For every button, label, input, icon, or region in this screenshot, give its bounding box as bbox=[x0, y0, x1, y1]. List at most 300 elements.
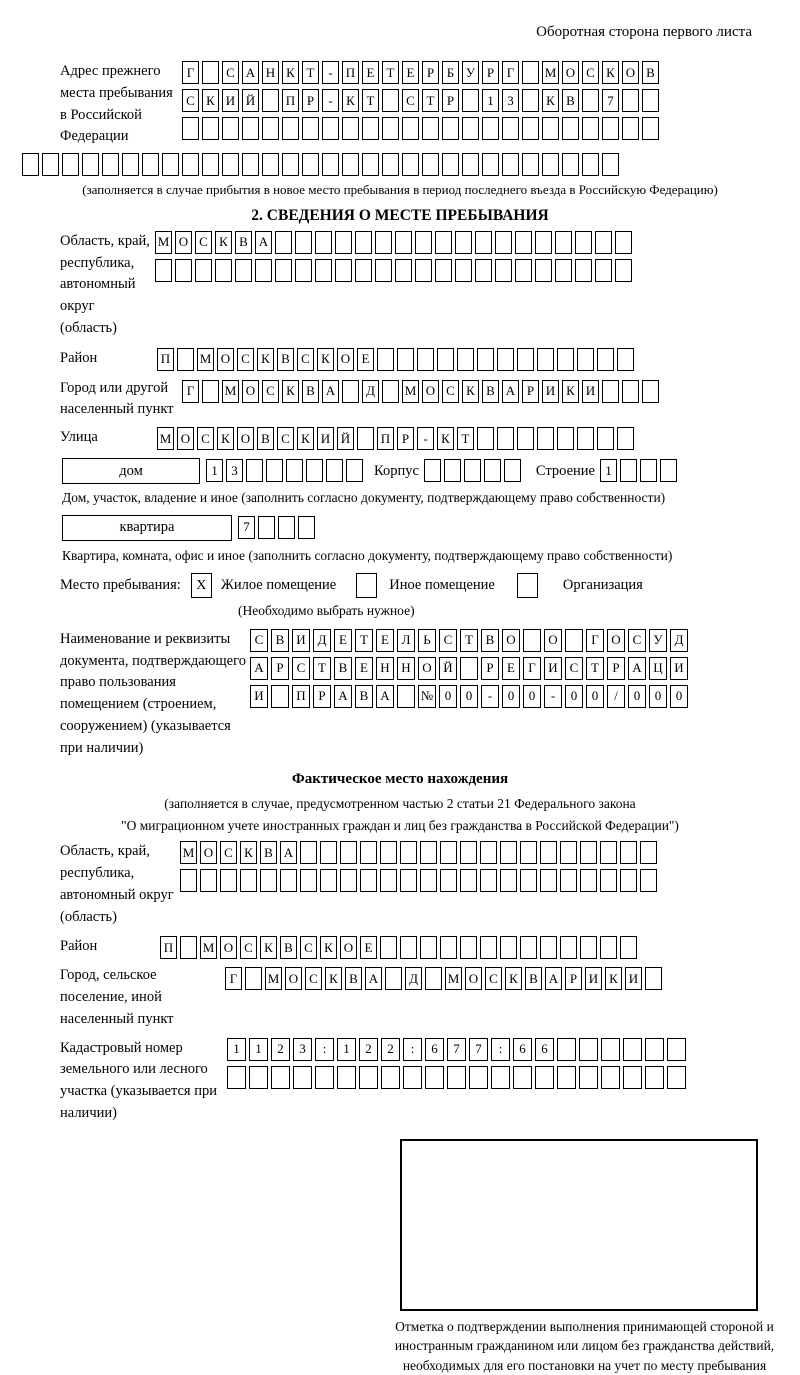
char-cell bbox=[249, 1066, 268, 1089]
char-cell bbox=[362, 117, 379, 140]
char-cell: А bbox=[255, 231, 272, 254]
char-cell: 0 bbox=[586, 685, 604, 708]
field-actual-district bbox=[60, 936, 800, 959]
char-cell bbox=[502, 117, 519, 140]
char-cell: 2 bbox=[359, 1038, 378, 1061]
field-label: Область, край, республика, автономный округ (область) bbox=[60, 232, 150, 336]
char-cell: В bbox=[280, 936, 297, 959]
char-cell: К bbox=[257, 348, 274, 371]
field-document bbox=[60, 629, 800, 760]
char-cell: Й bbox=[337, 427, 354, 450]
char-cell bbox=[560, 869, 577, 892]
char-cell bbox=[579, 1038, 598, 1061]
char-cell: 7 bbox=[469, 1038, 488, 1061]
char-cell: О bbox=[340, 936, 357, 959]
char-cell bbox=[517, 348, 534, 371]
char-cell: К bbox=[240, 841, 257, 864]
char-cell: С bbox=[262, 380, 279, 403]
char-cell: А bbox=[250, 657, 268, 680]
char-cell bbox=[497, 427, 514, 450]
stay-type-note: (Необходимо выбрать нужное) bbox=[238, 603, 415, 619]
char-cell bbox=[382, 89, 399, 112]
char-cell: О bbox=[177, 427, 194, 450]
char-row bbox=[22, 153, 800, 176]
char-cell bbox=[222, 117, 239, 140]
char-cell bbox=[602, 380, 619, 403]
char-cell: К bbox=[297, 427, 314, 450]
char-cell: 0 bbox=[649, 685, 667, 708]
char-cell bbox=[340, 869, 357, 892]
char-cell bbox=[155, 259, 172, 282]
char-cell bbox=[360, 841, 377, 864]
char-row bbox=[182, 117, 662, 140]
char-cell bbox=[22, 153, 39, 176]
char-cell bbox=[245, 967, 262, 990]
field-actual-city bbox=[60, 965, 800, 1030]
char-cell: В bbox=[345, 967, 362, 990]
char-cell bbox=[246, 459, 263, 482]
char-cell: И bbox=[222, 89, 239, 112]
char-cell: Т bbox=[382, 61, 399, 84]
char-cell: Е bbox=[502, 657, 520, 680]
char-cell bbox=[222, 153, 239, 176]
char-cell: М bbox=[542, 61, 559, 84]
char-cell bbox=[382, 153, 399, 176]
char-cell: И bbox=[670, 657, 688, 680]
char-cell bbox=[355, 259, 372, 282]
char-cell bbox=[480, 841, 497, 864]
char-cell bbox=[385, 967, 402, 990]
char-cell bbox=[622, 117, 639, 140]
actual-location-note2: "О миграционном учете иностранных граждан и лиц без гражданства в Российской Федерации") bbox=[121, 817, 679, 833]
char-cell: У bbox=[462, 61, 479, 84]
char-cell bbox=[620, 841, 637, 864]
field-prev-address bbox=[60, 61, 800, 148]
char-cell: О bbox=[200, 841, 217, 864]
char-cell bbox=[515, 231, 532, 254]
char-cell bbox=[600, 936, 617, 959]
char-cell: Г bbox=[502, 61, 519, 84]
char-cell: М bbox=[265, 967, 282, 990]
char-cell: О bbox=[562, 61, 579, 84]
char-row bbox=[182, 61, 662, 84]
char-cell: О bbox=[465, 967, 482, 990]
char-cell bbox=[602, 117, 619, 140]
char-cell bbox=[440, 936, 457, 959]
char-cell bbox=[522, 61, 539, 84]
char-cell: М bbox=[155, 231, 172, 254]
char-cell bbox=[520, 869, 537, 892]
char-cell: К bbox=[217, 427, 234, 450]
char-row bbox=[206, 459, 366, 482]
char-cell bbox=[491, 1066, 510, 1089]
char-cell bbox=[400, 841, 417, 864]
char-cell bbox=[617, 348, 634, 371]
char-cell: 1 bbox=[249, 1038, 268, 1061]
char-cell: К bbox=[260, 936, 277, 959]
char-cell: - bbox=[544, 685, 562, 708]
char-cell bbox=[565, 629, 583, 652]
char-cell bbox=[475, 259, 492, 282]
char-cell bbox=[298, 516, 315, 539]
char-cell bbox=[377, 348, 394, 371]
char-cell bbox=[582, 89, 599, 112]
char-row bbox=[227, 1038, 689, 1061]
char-cell bbox=[306, 459, 323, 482]
char-cell bbox=[457, 348, 474, 371]
char-cell bbox=[359, 1066, 378, 1089]
char-cell: С bbox=[485, 967, 502, 990]
char-cell: 6 bbox=[425, 1038, 444, 1061]
char-cell bbox=[522, 153, 539, 176]
char-cell: П bbox=[292, 685, 310, 708]
char-cell bbox=[577, 348, 594, 371]
char-cell: М bbox=[180, 841, 197, 864]
char-cell: 3 bbox=[226, 459, 243, 482]
char-cell bbox=[62, 153, 79, 176]
char-cell: К bbox=[215, 231, 232, 254]
char-cell bbox=[320, 841, 337, 864]
char-cell: Е bbox=[376, 629, 394, 652]
char-cell bbox=[667, 1066, 686, 1089]
char-cell: 2 bbox=[271, 1038, 290, 1061]
char-cell bbox=[575, 259, 592, 282]
char-cell: Г bbox=[586, 629, 604, 652]
char-cell: С bbox=[277, 427, 294, 450]
char-cell bbox=[460, 936, 477, 959]
char-cell bbox=[642, 89, 659, 112]
char-cell: А bbox=[322, 380, 339, 403]
char-cell bbox=[202, 380, 219, 403]
char-cell bbox=[315, 231, 332, 254]
char-cell bbox=[271, 1066, 290, 1089]
char-cell bbox=[500, 869, 517, 892]
char-cell bbox=[580, 936, 597, 959]
char-cell bbox=[442, 153, 459, 176]
char-cell bbox=[435, 259, 452, 282]
char-cell bbox=[420, 841, 437, 864]
char-cell: С bbox=[305, 967, 322, 990]
char-row bbox=[155, 259, 635, 282]
char-cell: Д bbox=[670, 629, 688, 652]
char-cell bbox=[642, 117, 659, 140]
char-cell bbox=[382, 117, 399, 140]
char-cell bbox=[202, 61, 219, 84]
char-cell bbox=[620, 936, 637, 959]
char-cell: О bbox=[622, 61, 639, 84]
page-side-note: Оборотная сторона первого листа bbox=[536, 24, 752, 40]
char-cell bbox=[522, 117, 539, 140]
char-cell bbox=[337, 1066, 356, 1089]
field-district bbox=[60, 348, 800, 371]
field-street bbox=[60, 427, 800, 450]
char-cell: Т bbox=[355, 629, 373, 652]
char-cell: 3 bbox=[502, 89, 519, 112]
char-cell: № bbox=[418, 685, 436, 708]
char-cell: К bbox=[462, 380, 479, 403]
char-cell bbox=[322, 153, 339, 176]
field-cadastral bbox=[60, 1038, 800, 1125]
char-cell bbox=[513, 1066, 532, 1089]
char-cell: А bbox=[502, 380, 519, 403]
char-cell bbox=[480, 936, 497, 959]
char-cell: 2 bbox=[381, 1038, 400, 1061]
char-cell: 1 bbox=[227, 1038, 246, 1061]
char-cell bbox=[300, 869, 317, 892]
char-cell bbox=[623, 1066, 642, 1089]
char-cell bbox=[615, 231, 632, 254]
char-cell bbox=[266, 459, 283, 482]
char-cell: П bbox=[342, 61, 359, 84]
char-cell: Н bbox=[262, 61, 279, 84]
char-cell: Т bbox=[586, 657, 604, 680]
char-cell: О bbox=[337, 348, 354, 371]
char-cell bbox=[462, 117, 479, 140]
char-cell bbox=[320, 869, 337, 892]
apartment-note: Квартира, комната, офис и иное (заполнить согласно документу, подтверждающему право собственности) bbox=[62, 547, 673, 563]
char-row bbox=[424, 459, 524, 482]
char-cell: О bbox=[422, 380, 439, 403]
char-cell: М bbox=[197, 348, 214, 371]
char-cell: Р bbox=[442, 89, 459, 112]
char-cell bbox=[282, 153, 299, 176]
char-cell: С bbox=[297, 348, 314, 371]
char-cell bbox=[444, 459, 461, 482]
char-cell: С bbox=[222, 61, 239, 84]
char-row bbox=[227, 1066, 689, 1089]
char-cell: О bbox=[502, 629, 520, 652]
char-row bbox=[600, 459, 680, 482]
char-cell: О bbox=[607, 629, 625, 652]
char-cell: Й bbox=[439, 657, 457, 680]
char-cell bbox=[355, 231, 372, 254]
char-cell bbox=[480, 869, 497, 892]
char-cell: А bbox=[242, 61, 259, 84]
char-cell: 0 bbox=[628, 685, 646, 708]
char-cell bbox=[420, 936, 437, 959]
char-cell bbox=[580, 841, 597, 864]
field-label: Наименование и реквизиты документа, подтверждающего право пользования помещением (строением, сооружением) (указывается при наличии) bbox=[60, 630, 246, 756]
field-apartment bbox=[62, 515, 800, 541]
field-actual-region bbox=[60, 841, 800, 928]
char-cell: С bbox=[402, 89, 419, 112]
char-cell: О bbox=[418, 657, 436, 680]
char-cell bbox=[575, 231, 592, 254]
char-cell bbox=[645, 967, 662, 990]
char-cell: А bbox=[628, 657, 646, 680]
char-cell: 1 bbox=[600, 459, 617, 482]
char-cell: Ц bbox=[649, 657, 667, 680]
char-row bbox=[250, 685, 691, 708]
char-cell: И bbox=[544, 657, 562, 680]
char-cell: В bbox=[482, 380, 499, 403]
char-cell: О bbox=[220, 936, 237, 959]
char-cell bbox=[645, 1038, 664, 1061]
char-cell bbox=[462, 89, 479, 112]
char-cell: И bbox=[542, 380, 559, 403]
char-cell bbox=[440, 869, 457, 892]
char-cell bbox=[557, 1066, 576, 1089]
char-row bbox=[160, 936, 640, 959]
char-cell bbox=[195, 259, 212, 282]
char-cell bbox=[645, 1066, 664, 1089]
char-cell bbox=[579, 1066, 598, 1089]
char-cell bbox=[520, 841, 537, 864]
char-cell bbox=[557, 348, 574, 371]
char-cell: Г bbox=[182, 61, 199, 84]
house-note: Дом, участок, владение и иное (заполнить согласно документу, подтверждающему право собственности) bbox=[62, 490, 666, 506]
char-cell: Р bbox=[482, 61, 499, 84]
prev-address-note: (заполняется в случае прибытия в новое место пребывания в период последнего въезда в Российскую Федерацию) bbox=[82, 182, 718, 197]
char-cell bbox=[326, 459, 343, 482]
char-cell bbox=[375, 259, 392, 282]
char-cell bbox=[540, 936, 557, 959]
field-city bbox=[60, 378, 800, 422]
char-cell: В bbox=[562, 89, 579, 112]
char-cell bbox=[335, 259, 352, 282]
field-label: Улица bbox=[60, 429, 98, 446]
char-cell: П bbox=[282, 89, 299, 112]
char-cell: К bbox=[505, 967, 522, 990]
char-cell: В bbox=[257, 427, 274, 450]
char-cell: С bbox=[442, 380, 459, 403]
char-cell: У bbox=[649, 629, 667, 652]
char-cell bbox=[175, 259, 192, 282]
char-cell: В bbox=[302, 380, 319, 403]
char-cell: С bbox=[195, 231, 212, 254]
stay-type-checkbox-organization bbox=[517, 573, 538, 598]
char-cell bbox=[437, 348, 454, 371]
char-cell: М bbox=[200, 936, 217, 959]
char-cell: : bbox=[491, 1038, 510, 1061]
char-cell bbox=[315, 1066, 334, 1089]
char-cell bbox=[477, 427, 494, 450]
char-cell bbox=[557, 1038, 576, 1061]
char-cell: Ь bbox=[418, 629, 436, 652]
char-cell bbox=[460, 841, 477, 864]
char-cell bbox=[415, 259, 432, 282]
section2-title: 2. СВЕДЕНИЯ О МЕСТЕ ПРЕБЫВАНИЯ bbox=[251, 206, 549, 224]
char-cell: О bbox=[544, 629, 562, 652]
confirmation-note: Отметка о подтверждении выполнения принимающей стороной и иностранным гражданином или лицом без гражданства действий, необходимых для его постановки на учет по месту пребывания bbox=[394, 1318, 775, 1373]
char-cell bbox=[295, 231, 312, 254]
char-cell: К bbox=[282, 61, 299, 84]
char-cell: Р bbox=[271, 657, 289, 680]
char-cell: 6 bbox=[513, 1038, 532, 1061]
char-cell: Р bbox=[422, 61, 439, 84]
char-cell bbox=[484, 459, 501, 482]
char-cell bbox=[667, 1038, 686, 1061]
field-label: Город или другой населенный пункт bbox=[60, 379, 174, 418]
char-cell: Т bbox=[460, 629, 478, 652]
char-cell bbox=[255, 259, 272, 282]
char-cell: 3 bbox=[293, 1038, 312, 1061]
char-cell: : bbox=[403, 1038, 422, 1061]
char-cell bbox=[402, 117, 419, 140]
char-cell: 7 bbox=[238, 516, 255, 539]
field-label: Кадастровый номер земельного или лесного участка (указывается при наличии) bbox=[60, 1039, 217, 1121]
char-cell: И bbox=[585, 967, 602, 990]
char-cell: К bbox=[562, 380, 579, 403]
char-cell bbox=[557, 427, 574, 450]
char-cell bbox=[601, 1038, 620, 1061]
stay-type-option-label: Иное помещение bbox=[389, 576, 495, 593]
char-cell bbox=[240, 869, 257, 892]
char-cell bbox=[520, 936, 537, 959]
char-cell bbox=[495, 259, 512, 282]
char-cell: В bbox=[260, 841, 277, 864]
char-cell: Г bbox=[182, 380, 199, 403]
char-cell: / bbox=[607, 685, 625, 708]
char-cell: К bbox=[342, 89, 359, 112]
char-cell bbox=[395, 231, 412, 254]
char-cell: И bbox=[317, 427, 334, 450]
char-cell bbox=[202, 117, 219, 140]
char-cell: С bbox=[220, 841, 237, 864]
char-cell bbox=[417, 348, 434, 371]
apartment-box: квартира bbox=[62, 515, 232, 541]
char-cell: Т bbox=[362, 89, 379, 112]
char-cell bbox=[340, 841, 357, 864]
char-cell bbox=[380, 869, 397, 892]
char-cell: 0 bbox=[439, 685, 457, 708]
char-cell bbox=[622, 89, 639, 112]
char-cell bbox=[455, 259, 472, 282]
char-cell: 7 bbox=[602, 89, 619, 112]
char-cell bbox=[640, 841, 657, 864]
char-cell: Т bbox=[457, 427, 474, 450]
char-cell bbox=[400, 869, 417, 892]
char-cell bbox=[560, 841, 577, 864]
char-cell: К bbox=[437, 427, 454, 450]
char-cell bbox=[425, 1066, 444, 1089]
char-cell bbox=[500, 841, 517, 864]
char-cell bbox=[595, 259, 612, 282]
stay-type-checkbox-other bbox=[356, 573, 377, 598]
char-cell: О bbox=[242, 380, 259, 403]
char-row bbox=[180, 841, 660, 864]
korpus-label: Корпус bbox=[374, 463, 419, 480]
char-cell bbox=[400, 936, 417, 959]
char-cell: Е bbox=[362, 61, 379, 84]
char-cell bbox=[315, 259, 332, 282]
char-cell bbox=[415, 231, 432, 254]
char-cell: С bbox=[582, 61, 599, 84]
char-cell: К bbox=[605, 967, 622, 990]
char-cell: В bbox=[481, 629, 499, 652]
char-cell bbox=[422, 117, 439, 140]
char-cell: М bbox=[402, 380, 419, 403]
char-cell bbox=[227, 1066, 246, 1089]
field-region bbox=[60, 231, 800, 340]
char-cell bbox=[375, 231, 392, 254]
char-cell: Е bbox=[360, 936, 377, 959]
char-cell: - bbox=[322, 61, 339, 84]
char-cell bbox=[122, 153, 139, 176]
char-cell: Е bbox=[355, 657, 373, 680]
char-cell bbox=[477, 348, 494, 371]
char-cell: 0 bbox=[565, 685, 583, 708]
char-cell: 0 bbox=[502, 685, 520, 708]
char-cell bbox=[622, 380, 639, 403]
char-cell bbox=[177, 348, 194, 371]
char-cell bbox=[278, 516, 295, 539]
char-cell bbox=[555, 231, 572, 254]
char-cell: М bbox=[222, 380, 239, 403]
char-cell: О bbox=[285, 967, 302, 990]
char-cell bbox=[342, 153, 359, 176]
char-cell bbox=[440, 841, 457, 864]
